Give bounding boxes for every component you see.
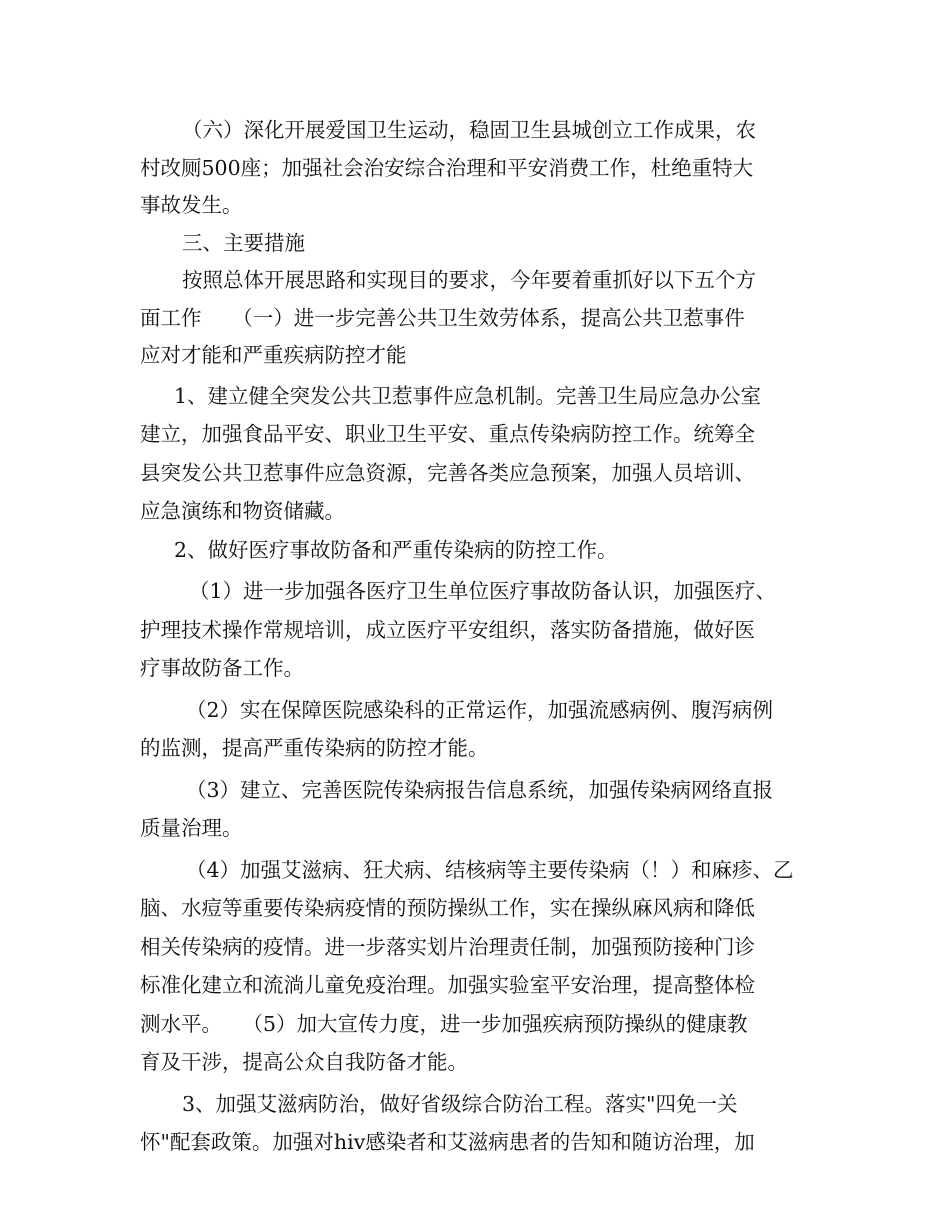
text-line: 脑、水痘等重要传染病疫情的预防操纵工作，实在操纵麻风病和降低 <box>140 896 755 920</box>
document-body <box>140 112 812 1162</box>
text-line: 护理技术操作常规培训，成立医疗平安组织，落实防备措施，做好医 <box>140 617 755 642</box>
text-line: 测水平。 （5）加大宣传力度，进一步加强疾病预防操纵的健康教 <box>140 1011 748 1036</box>
text-line: （4）加强艾滋病、狂犬病、结核病等主要传染病（！）和麻疹、乙 <box>186 857 794 882</box>
text-line: （2）实在保障医院感染科的正常运作，加强流感病例、腹泻病例 <box>186 697 774 722</box>
text-line: （1）进一步加强各医疗卫生单位医疗事故防备认识，加强医疗、 <box>189 579 777 603</box>
text-line: 的监测，提高严重传染病的防控才能。 <box>140 736 489 760</box>
text-line: 疗事故防备工作。 <box>140 656 304 680</box>
text-line: 面工作 （一）进一步完善公共卫生效劳体系，提高公共卫惹事件 <box>140 305 745 330</box>
text-line: 质量治理。 <box>140 816 243 840</box>
text-line: 事故发生。 <box>140 193 243 217</box>
text-line: 县突发公共卫惹事件应急资源，完善各类应急预案，加强人员培训、 <box>140 460 755 485</box>
text-line: 村改厕500座；加强社会治安综合治理和平安消费工作，杜绝重特大 <box>140 155 754 180</box>
text-line: 相关传染病的疫情。进一步落实划片治理责任制，加强预防接种门诊 <box>140 934 755 959</box>
text-line: 按照总体开展思路和实现目的要求，今年要着重抓好以下五个方 <box>182 268 756 292</box>
text-line: 应对才能和严重疾病防控才能 <box>140 343 407 367</box>
text-line: 应急演练和物资储藏。 <box>140 499 345 523</box>
text-line: （六）深化开展爱国卫生运动，稳固卫生县城创立工作成果，农 <box>182 118 756 142</box>
text-line: 建立，加强食品平安、职业卫生平安、重点传染病防控工作。统筹全 <box>140 422 755 446</box>
section-heading: 三、主要措施 <box>182 230 305 255</box>
text-line: （3）建立、完善医院传染病报告信息系统，加强传染病网络直报 <box>186 777 774 802</box>
text-line: 怀"配套政策。加强对hiv感染者和艾滋病患者的告知和随访治理，加 <box>140 1130 755 1154</box>
text-line: 1、建立健全突发公共卫惹事件应急机制。完善卫生局应急办公室 <box>174 383 762 408</box>
text-line: 3、加强艾滋病防治，做好省级综合防治工程。落实"四免一关 <box>182 1091 738 1116</box>
text-line: 标准化建立和流淌儿童免疫治理。加强实验室平安治理，提高整体检 <box>140 973 755 997</box>
text-line: 育及干涉，提高公众自我防备才能。 <box>140 1050 468 1074</box>
text-line: 2、做好医疗事故防备和严重传染病的防控工作。 <box>174 537 618 562</box>
